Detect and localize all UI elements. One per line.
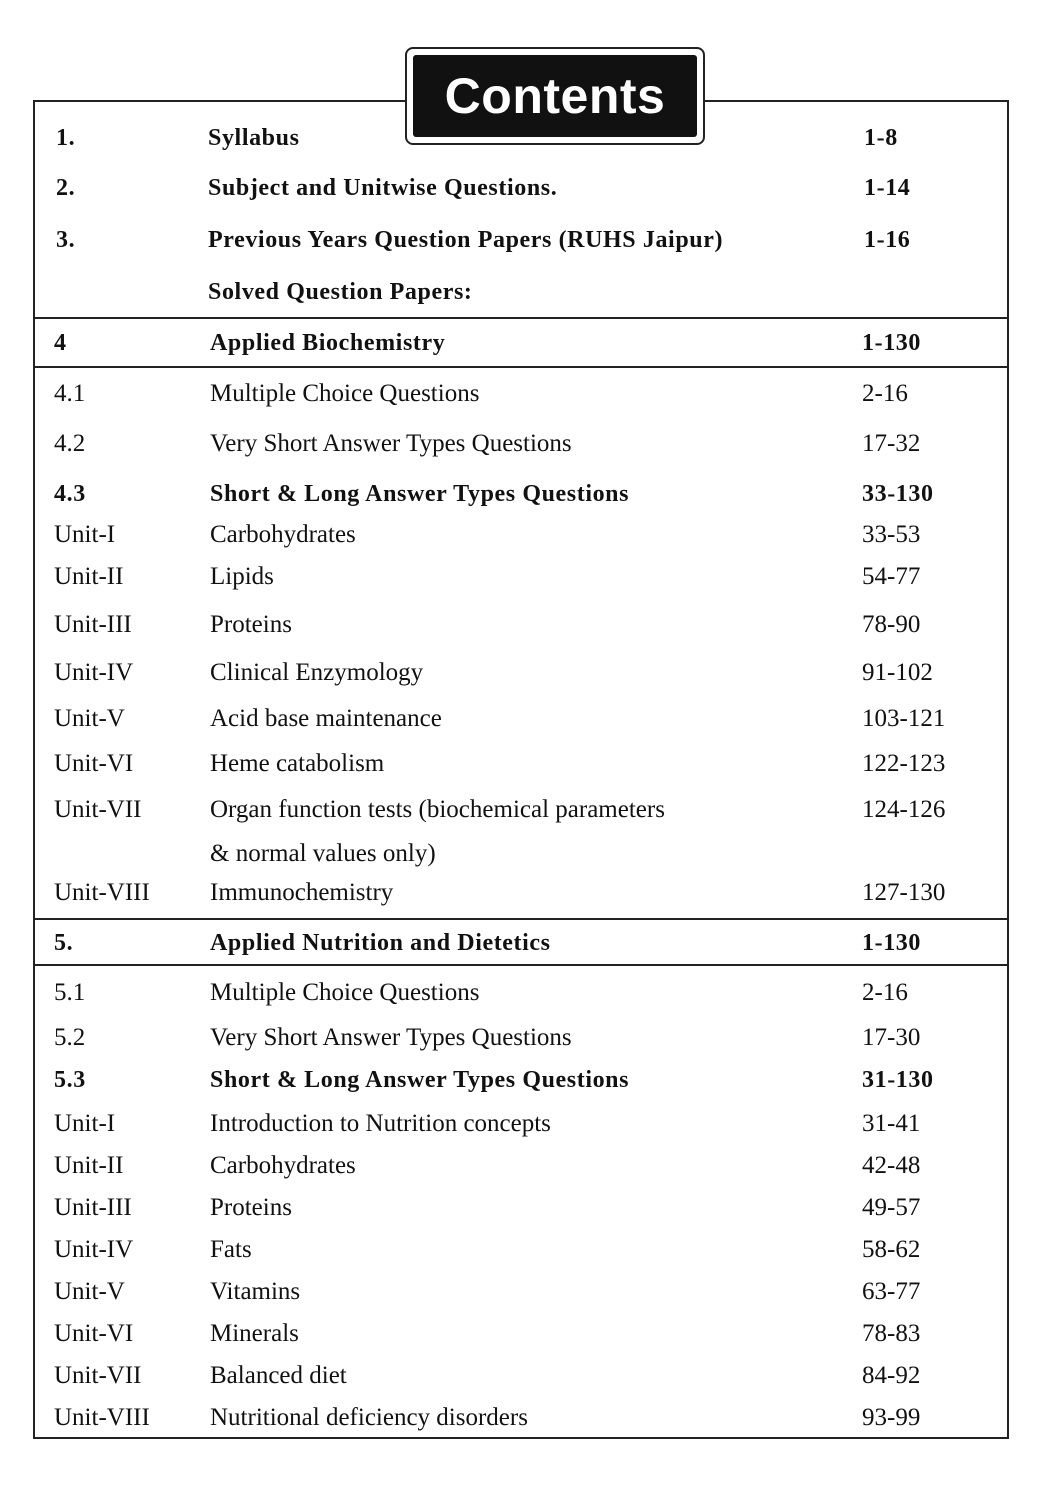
- item-pages: 31-41: [862, 1110, 921, 1137]
- item-label: Short & Long Answer Types Questions: [210, 481, 630, 507]
- item-label: Nutritional deficiency disorders: [210, 1404, 528, 1431]
- toc-item: [0, 834, 1044, 874]
- section-header-biochemistry: [0, 323, 1044, 363]
- toc-item: [0, 1018, 1044, 1058]
- item-label: Short & Long Answer Types Questions: [210, 1067, 630, 1093]
- toc-item: [0, 744, 1044, 784]
- item-number: Unit-I: [54, 1110, 116, 1137]
- item-number: 5.1: [54, 979, 86, 1006]
- toc-entry: [0, 220, 1044, 260]
- item-pages: 127-130: [862, 879, 946, 906]
- item-pages: 124-126: [862, 796, 946, 823]
- entry-label: Previous Years Question Papers (RUHS Jaipur): [208, 227, 724, 253]
- item-label: Carbohydrates: [210, 1152, 356, 1179]
- item-label: Introduction to Nutrition concepts: [210, 1110, 551, 1137]
- section-header-nutrition: [0, 923, 1044, 963]
- toc-entry: [0, 168, 1044, 208]
- item-number: Unit-III: [54, 611, 132, 638]
- toc-item: [0, 1060, 1044, 1100]
- contents-title: Contents: [413, 55, 697, 137]
- entry-label: Syllabus: [208, 125, 300, 151]
- item-pages: 33-53: [862, 521, 921, 548]
- item-label: Very Short Answer Types Questions: [210, 1024, 572, 1051]
- item-label: Lipids: [210, 563, 274, 590]
- toc-item: [0, 1356, 1044, 1396]
- section-number: 5.: [54, 930, 74, 956]
- item-number: Unit-III: [54, 1194, 132, 1221]
- item-pages: 103-121: [862, 705, 946, 732]
- item-label: Organ function tests (biochemical parameters: [210, 796, 665, 823]
- item-label: Proteins: [210, 1194, 292, 1221]
- toc-item: [0, 1104, 1044, 1144]
- item-label: Multiple Choice Questions: [210, 380, 480, 407]
- item-pages: 2-16: [862, 380, 908, 407]
- item-pages: 78-83: [862, 1320, 921, 1347]
- section-title: Applied Nutrition and Dietetics: [210, 930, 551, 956]
- item-label: Vitamins: [210, 1278, 301, 1305]
- item-label: Clinical Enzymology: [210, 659, 424, 686]
- item-label: Minerals: [210, 1320, 299, 1347]
- toc-item: [0, 374, 1044, 414]
- item-pages: 63-77: [862, 1278, 921, 1305]
- item-label: Fats: [210, 1236, 252, 1263]
- item-pages: 91-102: [862, 659, 933, 686]
- toc-item: [0, 1146, 1044, 1186]
- item-label: Carbohydrates: [210, 521, 356, 548]
- toc-item: [0, 1272, 1044, 1312]
- item-number: Unit-V: [54, 705, 125, 732]
- toc-item: [0, 474, 1044, 514]
- item-label: Balanced diet: [210, 1362, 347, 1389]
- item-number: Unit-I: [54, 521, 116, 548]
- item-label: Heme catabolism: [210, 750, 385, 777]
- toc-item: [0, 1230, 1044, 1270]
- toc-item: [0, 1188, 1044, 1228]
- toc-item: [0, 1398, 1044, 1438]
- section-pages: 1-130: [862, 330, 921, 356]
- entry-number: 3.: [56, 227, 76, 253]
- item-number: Unit-II: [54, 563, 124, 590]
- item-number: 5.2: [54, 1024, 86, 1051]
- item-number: Unit-IV: [54, 1236, 134, 1263]
- item-pages: 58-62: [862, 1236, 921, 1263]
- item-pages: 2-16: [862, 979, 908, 1006]
- item-number: 5.3: [54, 1067, 86, 1093]
- item-label: Proteins: [210, 611, 292, 638]
- section-divider: [33, 317, 1009, 319]
- item-label: Multiple Choice Questions: [210, 979, 480, 1006]
- item-pages: 78-90: [862, 611, 921, 638]
- entry-pages: 1-16: [864, 227, 911, 253]
- toc-item: [0, 1314, 1044, 1354]
- toc-item: [0, 973, 1044, 1013]
- item-pages: 31-130: [862, 1067, 934, 1093]
- item-pages: 49-57: [862, 1194, 921, 1221]
- item-number: Unit-VII: [54, 796, 142, 823]
- item-label: Immunochemistry: [210, 879, 394, 906]
- contents-title-box: [405, 47, 705, 145]
- toc-item: [0, 515, 1044, 555]
- section-divider: [33, 366, 1009, 368]
- item-number: Unit-VI: [54, 1320, 134, 1347]
- item-number: Unit-VIII: [54, 1404, 150, 1431]
- toc-item: [0, 873, 1044, 913]
- item-label: & normal values only): [210, 840, 436, 867]
- toc-item: [0, 424, 1044, 464]
- section-pages: 1-130: [862, 930, 921, 956]
- item-number: 4.1: [54, 380, 86, 407]
- item-pages: 84-92: [862, 1362, 921, 1389]
- entry-number: 1.: [56, 125, 76, 151]
- item-number: Unit-VIII: [54, 879, 150, 906]
- item-number: Unit-II: [54, 1152, 124, 1179]
- entry-pages: 1-14: [864, 175, 911, 201]
- toc-item: [0, 699, 1044, 739]
- entry-label: Solved Question Papers:: [208, 279, 473, 305]
- item-pages: 17-32: [862, 430, 921, 457]
- item-number: 4.2: [54, 430, 86, 457]
- entry-number: 2.: [56, 175, 76, 201]
- item-pages: 93-99: [862, 1404, 921, 1431]
- toc-item: [0, 557, 1044, 597]
- item-pages: 122-123: [862, 750, 946, 777]
- item-number: Unit-IV: [54, 659, 134, 686]
- section-number: 4: [54, 330, 67, 356]
- item-pages: 17-30: [862, 1024, 921, 1051]
- toc-item: [0, 653, 1044, 693]
- toc-item: [0, 605, 1044, 645]
- entry-pages: 1-8: [864, 125, 898, 151]
- item-pages: 33-130: [862, 481, 934, 507]
- item-pages: 42-48: [862, 1152, 921, 1179]
- toc-item: [0, 790, 1044, 830]
- entry-label: Subject and Unitwise Questions.: [208, 175, 558, 201]
- item-number: Unit-VII: [54, 1362, 142, 1389]
- section-title: Applied Biochemistry: [210, 330, 446, 356]
- toc-entry: [0, 272, 1044, 312]
- item-number: Unit-V: [54, 1278, 125, 1305]
- item-label: Very Short Answer Types Questions: [210, 430, 572, 457]
- item-label: Acid base maintenance: [210, 705, 442, 732]
- item-number: Unit-VI: [54, 750, 134, 777]
- section-divider: [33, 918, 1009, 920]
- item-number: 4.3: [54, 481, 86, 507]
- item-pages: 54-77: [862, 563, 921, 590]
- section-divider: [33, 964, 1009, 966]
